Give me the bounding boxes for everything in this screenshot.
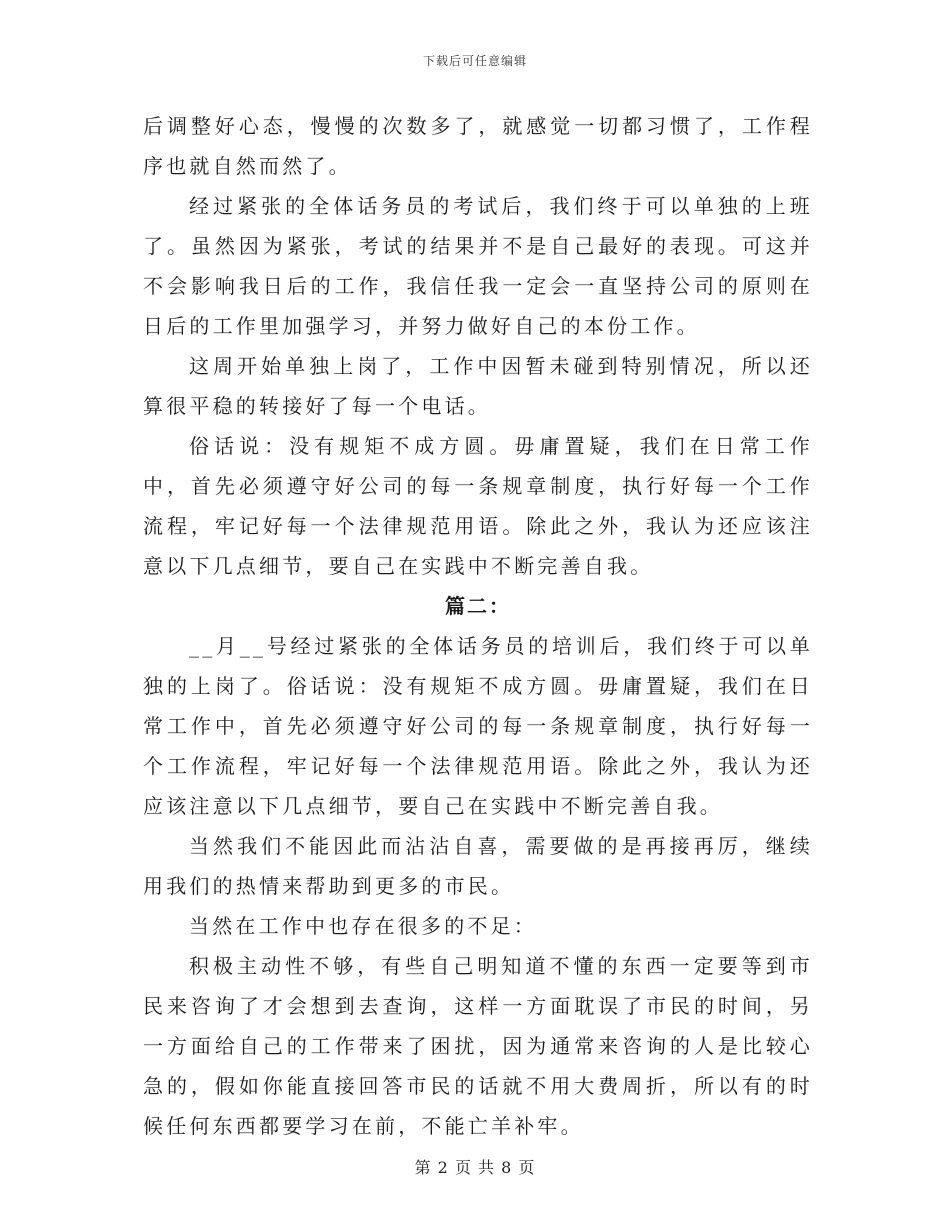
paragraph-1: 后调整好心态，慢慢的次数多了，就感觉一切都习惯了，工作程序也就自然而然了。 xyxy=(143,114,813,178)
page-header: 下载后可任意编辑 xyxy=(422,54,527,68)
paragraph-5: __月__号经过紧张的全体话务员的培训后，我们终于可以单独的上岗了。俗话说：没有规矩不成方圆。毋庸置疑，我们在日常工作中，首先必须遵守好公司的每一条规章制度，执行好每一个工作流程，牢记好每一个法律规范用语。除此之外，我认为还应该注意以下几点细节，要自己在实践中不断完善自我。 xyxy=(143,634,813,818)
paragraph-2: 经过紧张的全体话务员的考试后，我们终于可以单独的上班了。虽然因为紧张，考试的结果并不是自己最好的表现。可这并不会影响我日后的工作，我信任我一定会一直坚持公司的原则在日后的工作里加强学习，并努力做好自己的本份工作。 xyxy=(143,194,813,338)
paragraph-3: 这周开始单独上岗了，工作中因暂未碰到特别情况，所以还算很平稳的转接好了每一个电话。 xyxy=(143,354,813,418)
page-footer: 第 2 页 共 8 页 xyxy=(414,1158,536,1177)
paragraph-8: 积极主动性不够，有些自己明知道不懂的东西一定要等到市民来咨询了才会想到去查询，这样一方面耽误了市民的时间，另一方面给自己的工作带来了困扰，因为通常来咨询的人是比较心急的，假如你能直接回答市民的话就不用大费周折，所以有的时候任何东西都要学习在前，不能亡羊补牢。 xyxy=(143,954,813,1138)
section-heading: 篇二： xyxy=(445,594,511,618)
paragraph-7: 当然在工作中也存在很多的不足： xyxy=(189,914,537,938)
document-body xyxy=(143,106,813,1146)
paragraph-6: 当然我们不能因此而沾沾自喜，需要做的是再接再厉，继续用我们的热情来帮助到更多的市民。 xyxy=(143,834,813,898)
paragraph-4: 俗话说：没有规矩不成方圆。毋庸置疑，我们在日常工作中，首先必须遵守好公司的每一条规章制度，执行好每一个工作流程，牢记好每一个法律规范用语。除此之外，我认为还应该注意以下几点细节，要自己在实践中不断完善自我。 xyxy=(143,434,813,578)
